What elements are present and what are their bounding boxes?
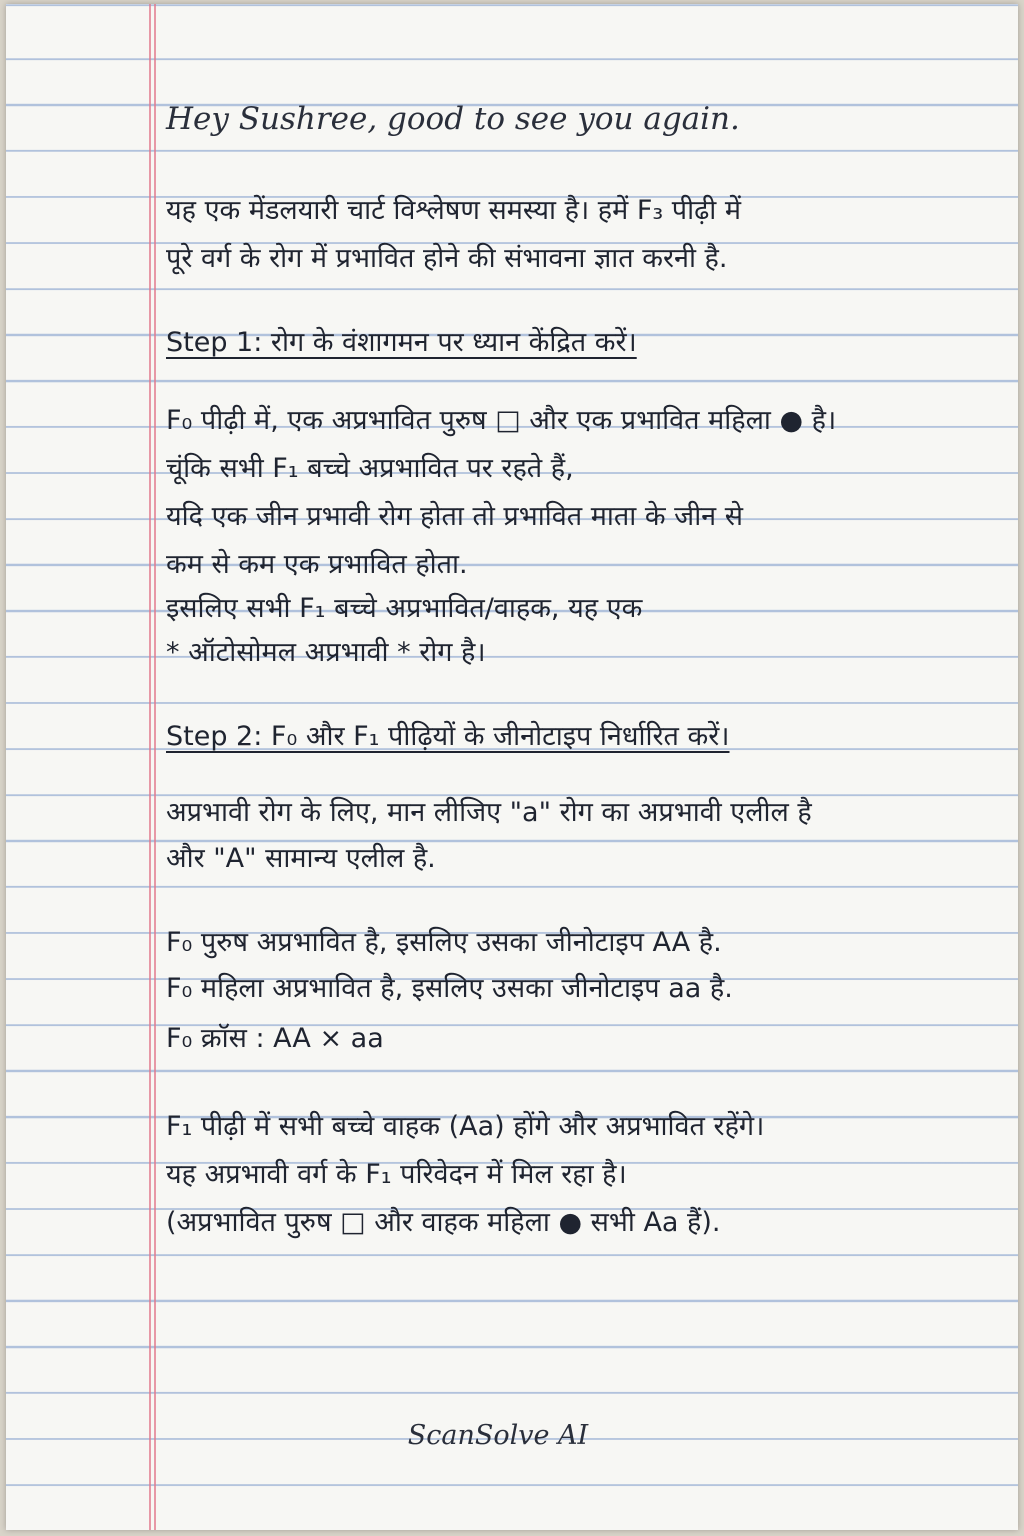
step-2-cross: F₀ क्रॉस : AA × aa [166,1023,384,1054]
step-2-heading: Step 2: F₀ और F₁ पीढ़ियों के जीनोटाइप निर्धारित करें। [166,721,730,752]
step-1-line-4: कम से कम एक प्रभावित होता. [166,549,468,580]
step-1-line-6: * ऑटोसोमल अप्रभावी * रोग है। [166,637,486,668]
margin-line-right [154,4,156,1530]
step-2-line-1: अप्रभावी रोग के लिए, मान लीजिए "a" रोग का अप्रभावी एलील है [166,797,812,828]
step-2-line-6: F₁ पीढ़ी में सभी बच्चे वाहक (Aa) होंगे और अप्रभावित रहेंगे। [166,1111,765,1142]
margin-line-left [149,4,151,1530]
footer-brand [6,1420,1018,1451]
step-2-line-4: F₀ महिला अप्रभावित है, इसलिए उसका जीनोटाइप aa है. [166,973,733,1004]
intro-line-2: पूरे वर्ग के रोग में प्रभावित होने की संभावना ज्ञात करनी है. [166,243,728,274]
greeting: Hey Sushree, good to see you again. [166,101,740,137]
step-2-line-8: (अप्रभावित पुरुष □ और वाहक महिला ● सभी Aa हैं). [166,1207,721,1238]
step-2-line-7: यह अप्रभावी वर्ग के F₁ परिवेदन में मिल रहा है। [166,1159,627,1190]
step-2-line-2: और "A" सामान्य एलील है. [166,843,436,874]
step-1-line-2: चूंकि सभी F₁ बच्चे अप्रभावित पर रहते हैं, [166,453,574,484]
step-1-line-5: इसलिए सभी F₁ बच्चे अप्रभावित/वाहक, यह एक [166,593,643,624]
step-1-line-1: F₀ पीढ़ी में, एक अप्रभावित पुरुष □ और एक प्रभावित महिला ● है। [166,405,837,436]
footer-brand-text: ScanSolve AI [407,1420,589,1451]
notebook-page [6,4,1018,1530]
step-1-line-3: यदि एक जीन प्रभावी रोग होता तो प्रभावित माता के जीन से [166,501,744,532]
step-1-heading: Step 1: रोग के वंशागमन पर ध्यान केंद्रित करें। [166,327,637,358]
step-2-line-3: F₀ पुरुष अप्रभावित है, इसलिए उसका जीनोटाइप AA है. [166,927,722,958]
intro-line-1: यह एक मेंडलयारी चार्ट विश्लेषण समस्या है। हमें F₃ पीढ़ी में [166,195,742,226]
